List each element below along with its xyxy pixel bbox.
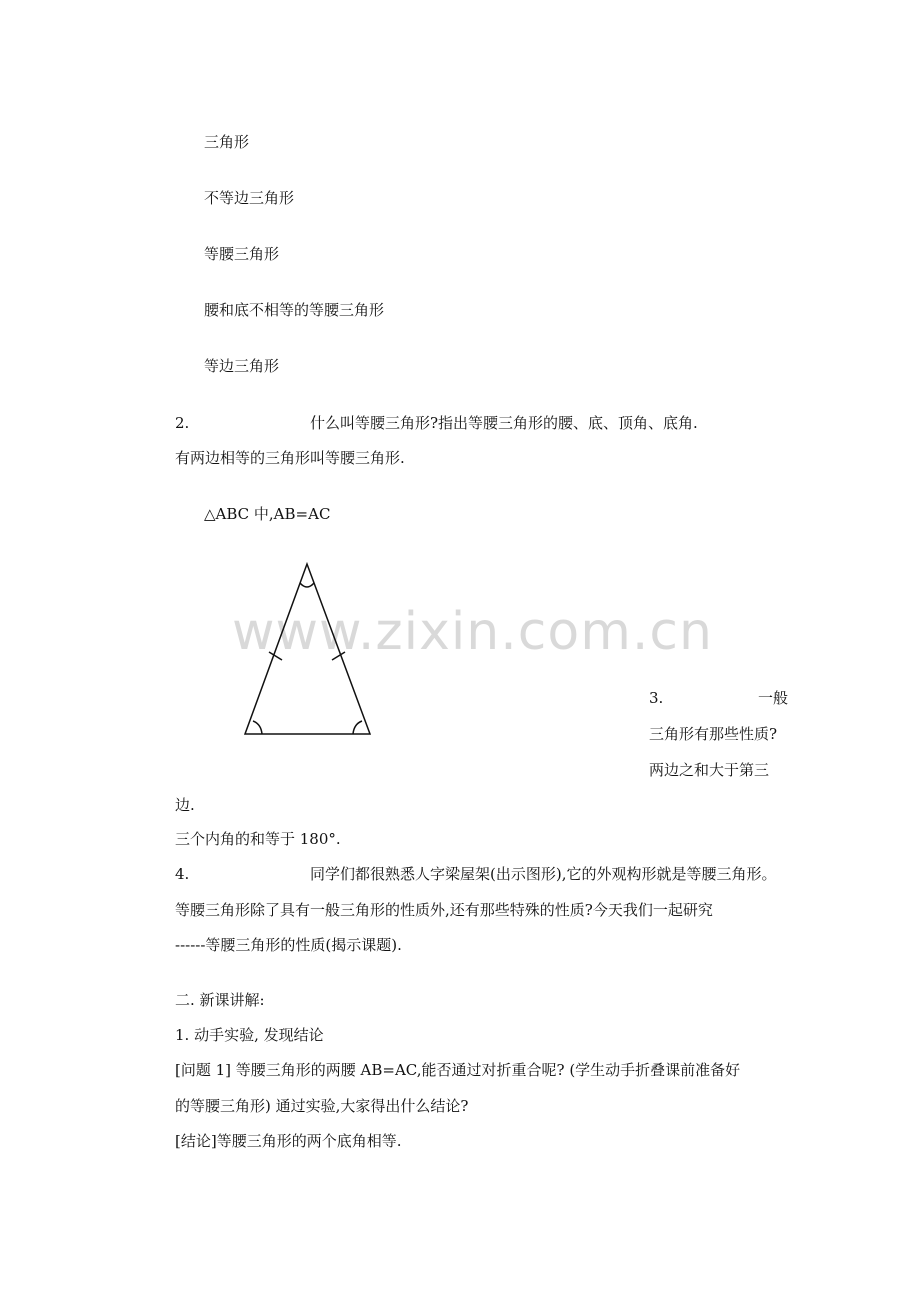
problem1-line1: [问题 1] 等腰三角形的两腰 AB=AC,能否通过对折重合呢? (学生动手折叠课前准备好 (175, 1061, 741, 1079)
classification-item-triangle: 三角形 (204, 133, 250, 151)
base-angle-arc-right (353, 721, 362, 734)
q3-angle-sum: 三个内角的和等于 180°. (175, 830, 341, 848)
apex-angle-arc (300, 583, 314, 587)
q4-line2: 等腰三角形除了具有一般三角形的性质外,还有那些特殊的性质?今天我们一起研究 (175, 901, 713, 919)
q3-text-part1: 一般 (758, 689, 789, 707)
tick-mark-left (269, 652, 282, 660)
triangle-outline (245, 564, 370, 734)
triangle-note: △ABC 中,AB=AC (204, 505, 331, 523)
q3-text-part3: 两边之和大于第三 (649, 761, 770, 779)
q4-line3: ------等腰三角形的性质(揭示课题). (175, 936, 402, 954)
q3-text-part4: 边. (175, 796, 195, 814)
classification-item-equilateral: 等边三角形 (204, 357, 280, 375)
section2-heading: 二. 新课讲解: (175, 991, 265, 1009)
q3-number: 3. (649, 689, 664, 707)
base-angle-arc-left (253, 721, 262, 734)
classification-item-isosceles-nonequal: 腰和底不相等的等腰三角形 (204, 301, 385, 319)
classification-item-isosceles: 等腰三角形 (204, 245, 280, 263)
q4-line1: 同学们都很熟悉人字梁屋架(出示图形),它的外观构形就是等腰三角形。 (310, 865, 777, 883)
q3-text-part2: 三角形有那些性质? (649, 725, 778, 743)
q2-question: 什么叫等腰三角形?指出等腰三角形的腰、底、顶角、底角. (310, 414, 698, 432)
classification-item-scalene: 不等边三角形 (204, 189, 295, 207)
tick-mark-right (332, 652, 345, 660)
section2-subheading: 1. 动手实验, 发现结论 (175, 1026, 324, 1044)
isosceles-triangle-figure (236, 558, 376, 740)
conclusion-line: [结论]等腰三角形的两个底角相等. (175, 1132, 402, 1150)
q2-number: 2. (175, 414, 190, 432)
q4-number: 4. (175, 865, 190, 883)
q2-answer: 有两边相等的三角形叫等腰三角形. (175, 449, 405, 467)
problem1-line2: 的等腰三角形) 通过实验,大家得出什么结论? (175, 1097, 469, 1115)
watermark: www.zixin.com.cn (232, 602, 713, 662)
